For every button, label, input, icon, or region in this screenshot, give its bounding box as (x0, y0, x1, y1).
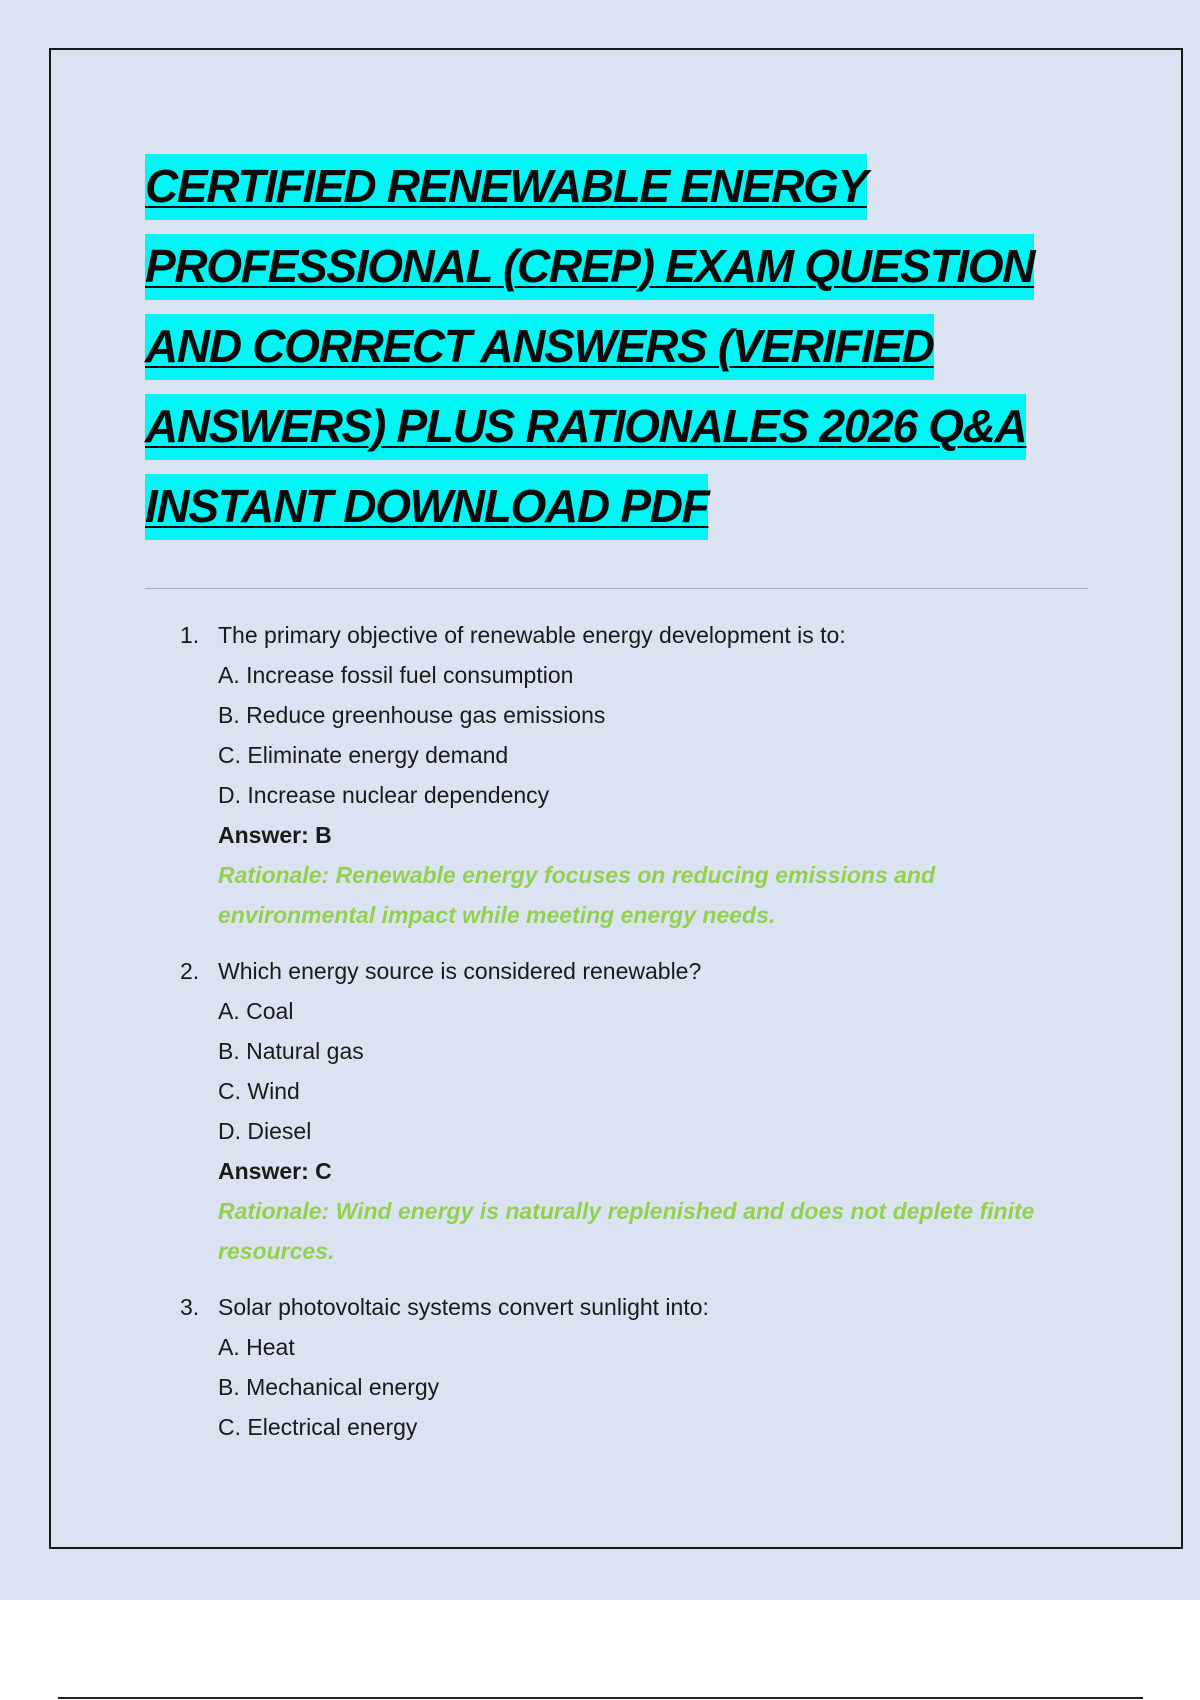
option-c: C. Eliminate energy demand (218, 742, 509, 768)
question-3 (180, 1287, 1080, 1447)
section-divider (145, 588, 1088, 589)
document-title (145, 146, 1085, 546)
title-line: ANSWERS) PLUS RATIONALES 2026 Q&A (145, 386, 1085, 466)
answer-label: Answer: C (218, 1158, 332, 1184)
option-c: C. Electrical energy (218, 1414, 418, 1440)
question-text: Solar photovoltaic systems convert sunlight into: (218, 1294, 709, 1320)
option-d: D. Increase nuclear dependency (218, 782, 550, 808)
title-line: CERTIFIED RENEWABLE ENERGY (145, 146, 1085, 226)
question-list (180, 615, 1080, 1463)
option-b: B. Natural gas (218, 1038, 364, 1064)
option-a: A. Increase fossil fuel consumption (218, 662, 574, 688)
question-text: Which energy source is considered renewable? (218, 958, 702, 984)
option-b: B. Reduce greenhouse gas emissions (218, 702, 606, 728)
option-a: A. Heat (218, 1334, 295, 1360)
option-b: B. Mechanical energy (218, 1374, 440, 1400)
answer-label: Answer: B (218, 822, 332, 848)
question-1 (180, 615, 1080, 935)
question-text: The primary objective of renewable energy development is to: (218, 622, 846, 648)
title-line: AND CORRECT ANSWERS (VERIFIED (145, 306, 1085, 386)
title-line: INSTANT DOWNLOAD PDF (145, 466, 1085, 546)
rationale-text: Rationale: Wind energy is naturally replenished and does not deplete finite resources. (218, 1198, 1035, 1264)
footer-rule (58, 1697, 1143, 1699)
question-2 (180, 951, 1080, 1271)
option-c: C. Wind (218, 1078, 300, 1104)
question-number: 1. (180, 622, 200, 648)
option-d: D. Diesel (218, 1118, 312, 1144)
rationale-text: Rationale: Renewable energy focuses on reducing emissions and environmental impact while meeting energy needs. (218, 862, 936, 928)
question-number: 3. (180, 1294, 200, 1320)
question-number: 2. (180, 958, 200, 984)
option-a: A. Coal (218, 998, 294, 1024)
title-line: PROFESSIONAL (CREP) EXAM QUESTION (145, 226, 1085, 306)
